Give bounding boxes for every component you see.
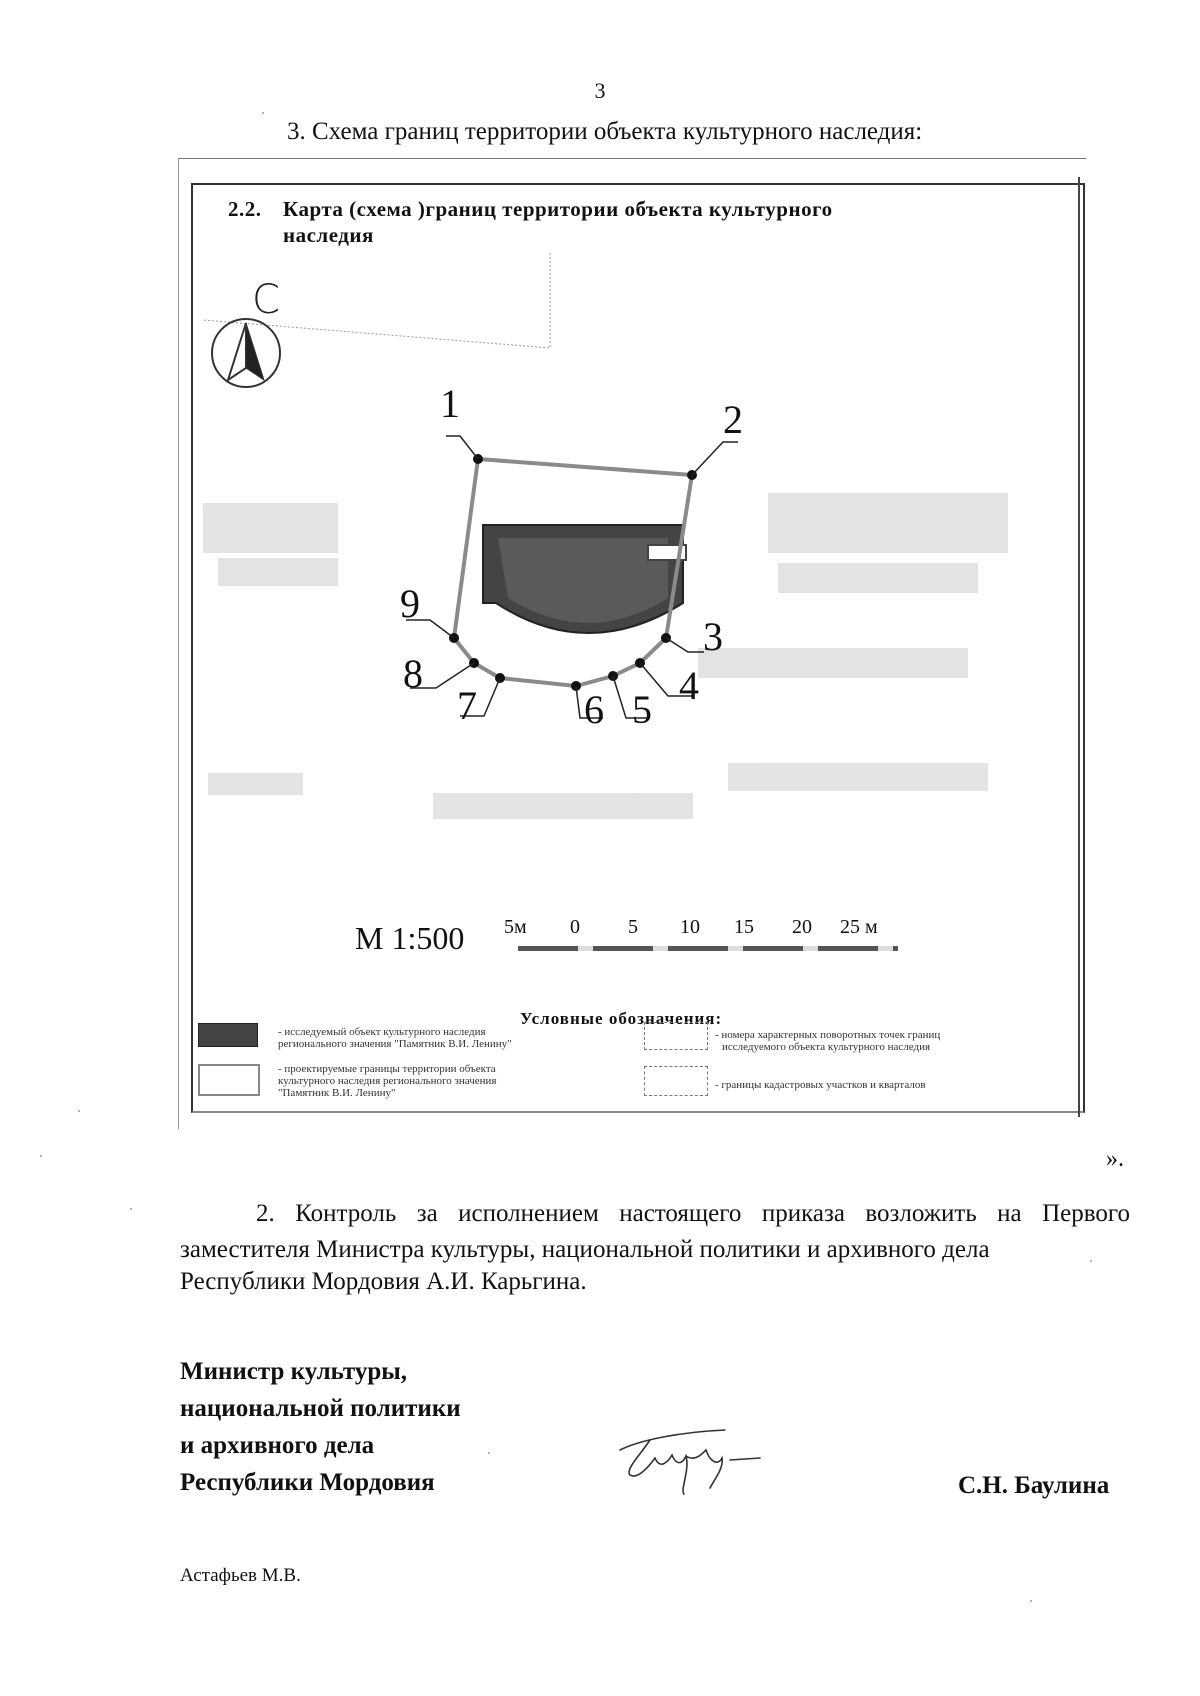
point-label-2: 2 <box>723 397 743 442</box>
scale-bar <box>518 946 898 951</box>
scale-tick: 25 м <box>840 916 878 938</box>
legend-swatch-object <box>198 1023 258 1047</box>
scale-tick: 10 <box>680 916 700 938</box>
scale-label: М 1:500 <box>355 920 465 956</box>
closing-quote: ». <box>1106 1146 1124 1172</box>
scale-tick: 15 <box>734 916 754 938</box>
handwritten-signature <box>610 1410 800 1500</box>
point-label-1: 1 <box>440 381 460 426</box>
map-title-number: 2.2. <box>228 197 262 221</box>
legend-item2-line1: - проектируемые границы территории объекта <box>278 1063 496 1075</box>
legend-item2-line2: культурного наследия регионального значения <box>278 1075 497 1087</box>
legend-item3-line1: - номера характерных поворотных точек границ <box>715 1029 941 1041</box>
map-title-line1: Карта (схема )границ территории объекта культурного <box>283 197 833 221</box>
monument-object <box>483 525 686 633</box>
scale-tick: 20 <box>792 916 812 938</box>
page-number: 3 <box>594 78 606 103</box>
point-label-4: 4 <box>679 663 699 708</box>
scale-tick: 0 <box>570 916 580 938</box>
signatory-title-line3: и архивного дела <box>180 1432 375 1459</box>
paragraph-last-line: Республики Мордовия А.И. Карьгина. <box>180 1268 587 1295</box>
north-letter: С <box>252 277 280 323</box>
point-label-9: 9 <box>400 581 420 626</box>
executor-name: Астафьев М.В. <box>180 1565 301 1586</box>
map-title-line2: наследия <box>283 223 374 247</box>
signatory-title-line1: Министр культуры, <box>180 1358 407 1385</box>
legend-item2-line3: "Памятник В.И. Ленину" <box>278 1087 396 1099</box>
legend-item3-line2: исследуемого объекта культурного наследия <box>722 1041 931 1053</box>
signatory-name: С.Н. Баулина <box>958 1472 1110 1499</box>
control-paragraph <box>180 1196 1130 1268</box>
point-label-7: 7 <box>457 683 477 728</box>
legend-swatch-boundary <box>198 1064 260 1096</box>
legend-swatch-points <box>644 1022 708 1050</box>
point-label-6: 6 <box>584 687 604 732</box>
legend-title: Условные обозначения: <box>520 1009 723 1028</box>
point-label-8: 8 <box>403 651 423 696</box>
paragraph-text: 2. Контроль за исполнением настоящего приказа возложить на Первого заместителя Министра культуры, национальной политики и архивного дела <box>180 1200 1130 1263</box>
cadastral-lines <box>203 253 550 348</box>
legend-swatch-cadastral <box>644 1066 708 1096</box>
legend-item1-line1: - исследуемый объект культурного наследия <box>278 1026 486 1038</box>
point-label-3: 3 <box>703 614 723 659</box>
legend-item4: - границы кадастровых участков и кварталов <box>715 1079 926 1091</box>
boundary-map <box>178 158 1085 1128</box>
section-heading: 3. Схема границ территории объекта культурного наследия: <box>287 118 923 145</box>
signatory-title-line2: национальной политики <box>180 1395 461 1422</box>
signatory-title-line4: Республики Мордовия <box>180 1469 435 1496</box>
north-arrow-icon <box>212 319 280 387</box>
point-label-5: 5 <box>632 687 652 732</box>
scale-tick: 5м <box>504 916 527 938</box>
legend-item1-line2: регионального значения "Памятник В.И. Ленину" <box>278 1038 512 1050</box>
scale-tick: 5 <box>628 916 638 938</box>
